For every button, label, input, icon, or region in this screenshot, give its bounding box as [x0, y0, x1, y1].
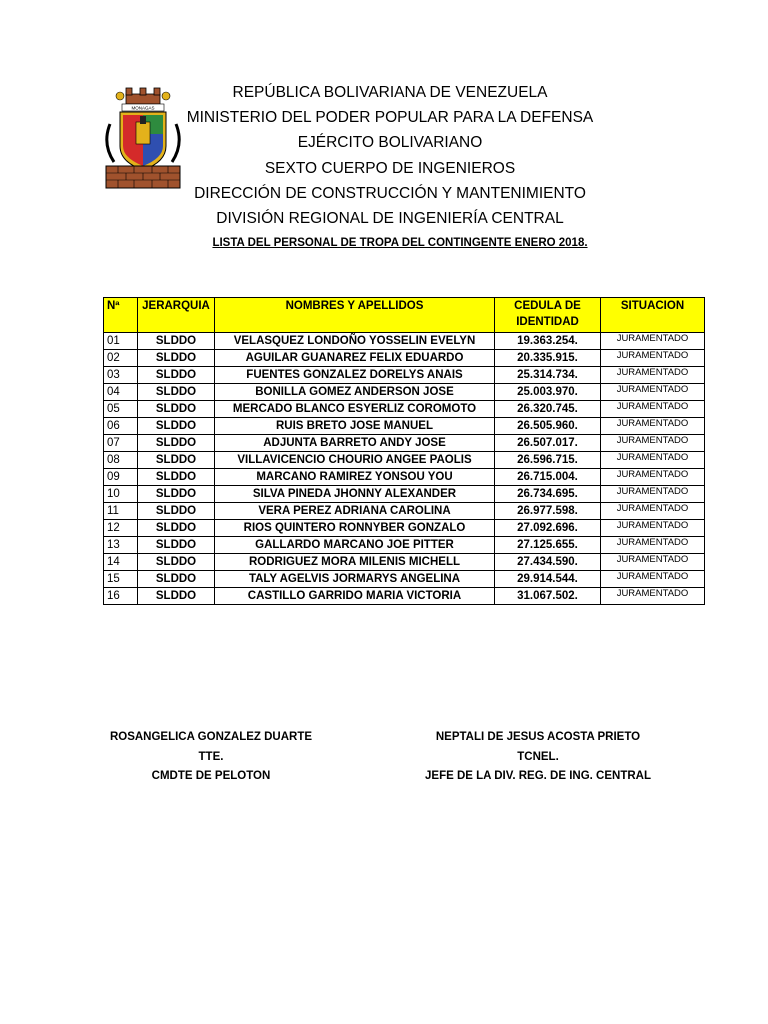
table-row — [104, 486, 705, 503]
cell-name: VILLAVICENCIO CHOURIO ANGEE PAOLIS — [215, 452, 495, 469]
header-line-republic: REPÚBLICA BOLIVARIANA DE VENEZUELA — [232, 84, 548, 101]
cell-name: AGUILAR GUANAREZ FELIX EDUARDO — [215, 350, 495, 367]
cell-rank: SLDDO — [138, 350, 215, 367]
table-row — [104, 384, 705, 401]
cell-id: 27.434.590. — [495, 554, 601, 571]
table-row — [104, 554, 705, 571]
cell-status: JURAMENTADO — [601, 554, 705, 571]
cell-status: JURAMENTADO — [601, 418, 705, 435]
cell-number: 08 — [104, 452, 138, 469]
table-row — [104, 418, 705, 435]
cell-name: FUENTES GONZALEZ DORELYS ANAIS — [215, 367, 495, 384]
cell-rank: SLDDO — [138, 588, 215, 605]
cell-number: 05 — [104, 401, 138, 418]
table-row — [104, 452, 705, 469]
table-body — [104, 333, 705, 605]
cell-id: 25.003.970. — [495, 384, 601, 401]
cell-id: 26.715.004. — [495, 469, 601, 486]
cell-id: 29.914.544. — [495, 571, 601, 588]
cell-id: 26.734.695. — [495, 486, 601, 503]
table-header-row — [104, 298, 705, 333]
cell-status: JURAMENTADO — [601, 367, 705, 384]
table-row — [104, 333, 705, 350]
cell-status: JURAMENTADO — [601, 503, 705, 520]
header-line-division: DIVISIÓN REGIONAL DE INGENIERÍA CENTRAL — [216, 210, 564, 227]
document-title: LISTA DEL PERSONAL DE TROPA DEL CONTINGENTE ENERO 2018. — [212, 237, 588, 249]
cell-id: 31.067.502. — [495, 588, 601, 605]
header-line-directorate: DIRECCIÓN DE CONSTRUCCIÓN Y MANTENIMIENTO — [194, 185, 586, 202]
header-line-ministry: MINISTERIO DEL PODER POPULAR PARA LA DEFENSA — [186, 109, 594, 126]
cell-number: 04 — [104, 384, 138, 401]
cell-name: GALLARDO MARCANO JOE PITTER — [215, 537, 495, 554]
signature-left-position: CMDTE DE PELOTON — [151, 770, 271, 782]
cell-number: 02 — [104, 350, 138, 367]
cell-rank: SLDDO — [138, 520, 215, 537]
cell-name: RODRIGUEZ MORA MILENIS MICHELL — [215, 554, 495, 571]
cell-name: MERCADO BLANCO ESYERLIZ COROMOTO — [215, 401, 495, 418]
cell-name: TALY AGELVIS JORMARYS ANGELINA — [215, 571, 495, 588]
table-row — [104, 367, 705, 384]
cell-status: JURAMENTADO — [601, 571, 705, 588]
col-header-rank: JERARQUIA — [138, 298, 215, 333]
cell-number: 15 — [104, 571, 138, 588]
header-line-army: EJÉRCITO BOLIVARIANO — [297, 134, 483, 151]
signature-right — [388, 728, 688, 787]
cell-status: JURAMENTADO — [601, 520, 705, 537]
cell-status: JURAMENTADO — [601, 435, 705, 452]
col-header-status: SITUACION — [601, 298, 705, 333]
cell-status: JURAMENTADO — [601, 588, 705, 605]
cell-id: 27.092.696. — [495, 520, 601, 537]
table-row — [104, 571, 705, 588]
col-header-number: Nª — [104, 298, 138, 333]
table-row — [104, 588, 705, 605]
cell-rank: SLDDO — [138, 469, 215, 486]
cell-name: VERA PEREZ ADRIANA CAROLINA — [215, 503, 495, 520]
table-row — [104, 503, 705, 520]
cell-id: 26.977.598. — [495, 503, 601, 520]
cell-name: ADJUNTA BARRETO ANDY JOSE — [215, 435, 495, 452]
cell-id: 26.505.960. — [495, 418, 601, 435]
signature-right-position: JEFE DE LA DIV. REG. DE ING. CENTRAL — [425, 770, 651, 782]
cell-id: 26.507.017. — [495, 435, 601, 452]
personnel-table — [103, 297, 705, 605]
table-row — [104, 537, 705, 554]
cell-number: 14 — [104, 554, 138, 571]
signature-right-name: NEPTALI DE JESUS ACOSTA PRIETO — [435, 731, 641, 743]
cell-rank: SLDDO — [138, 554, 215, 571]
signature-left-name: ROSANGELICA GONZALEZ DUARTE — [109, 731, 313, 743]
cell-name: SILVA PINEDA JHONNY ALEXANDER — [215, 486, 495, 503]
cell-status: JURAMENTADO — [601, 384, 705, 401]
cell-status: JURAMENTADO — [601, 469, 705, 486]
cell-rank: SLDDO — [138, 571, 215, 588]
cell-status: JURAMENTADO — [601, 537, 705, 554]
table-row — [104, 520, 705, 537]
cell-id: 26.320.745. — [495, 401, 601, 418]
cell-rank: SLDDO — [138, 452, 215, 469]
cell-name: RIOS QUINTERO RONNYBER GONZALO — [215, 520, 495, 537]
cell-rank: SLDDO — [138, 503, 215, 520]
signature-left — [96, 728, 326, 787]
cell-name: CASTILLO GARRIDO MARIA VICTORIA — [215, 588, 495, 605]
cell-name: MARCANO RAMIREZ YONSOU YOU — [215, 469, 495, 486]
cell-id: 27.125.655. — [495, 537, 601, 554]
cell-number: 03 — [104, 367, 138, 384]
signature-left-rank: TTE. — [198, 750, 224, 763]
cell-id: 19.363.254. — [495, 333, 601, 350]
cell-status: JURAMENTADO — [601, 401, 705, 418]
cell-number: 11 — [104, 503, 138, 520]
cell-id: 26.596.715. — [495, 452, 601, 469]
cell-name: VELASQUEZ LONDOÑO YOSSELIN EVELYN — [215, 333, 495, 350]
col-header-id: CEDULA DE IDENTIDAD — [495, 298, 601, 333]
cell-status: JURAMENTADO — [601, 486, 705, 503]
cell-number: 01 — [104, 333, 138, 350]
table-row — [104, 469, 705, 486]
cell-status: JURAMENTADO — [601, 333, 705, 350]
cell-rank: SLDDO — [138, 401, 215, 418]
cell-rank: SLDDO — [138, 367, 215, 384]
cell-name: BONILLA GOMEZ ANDERSON JOSE — [215, 384, 495, 401]
table-row — [104, 401, 705, 418]
cell-status: JURAMENTADO — [601, 452, 705, 469]
cell-number: 09 — [104, 469, 138, 486]
table-row — [104, 350, 705, 367]
cell-rank: SLDDO — [138, 384, 215, 401]
cell-rank: SLDDO — [138, 537, 215, 554]
emblem-motto-text: MONAGAS — [131, 105, 155, 111]
col-header-names: NOMBRES Y APELLIDOS — [215, 298, 495, 333]
cell-number: 07 — [104, 435, 138, 452]
cell-number: 06 — [104, 418, 138, 435]
cell-number: 16 — [104, 588, 138, 605]
table-row — [104, 435, 705, 452]
header-line-corps: SEXTO CUERPO DE INGENIEROS — [264, 160, 516, 177]
signature-right-rank: TCNEL. — [517, 750, 559, 763]
cell-rank: SLDDO — [138, 486, 215, 503]
cell-number: 13 — [104, 537, 138, 554]
cell-name: RUIS BRETO JOSE MANUEL — [215, 418, 495, 435]
cell-number: 12 — [104, 520, 138, 537]
cell-id: 20.335.915. — [495, 350, 601, 367]
cell-rank: SLDDO — [138, 333, 215, 350]
cell-rank: SLDDO — [138, 435, 215, 452]
cell-id: 25.314.734. — [495, 367, 601, 384]
cell-number: 10 — [104, 486, 138, 503]
cell-rank: SLDDO — [138, 418, 215, 435]
cell-status: JURAMENTADO — [601, 350, 705, 367]
